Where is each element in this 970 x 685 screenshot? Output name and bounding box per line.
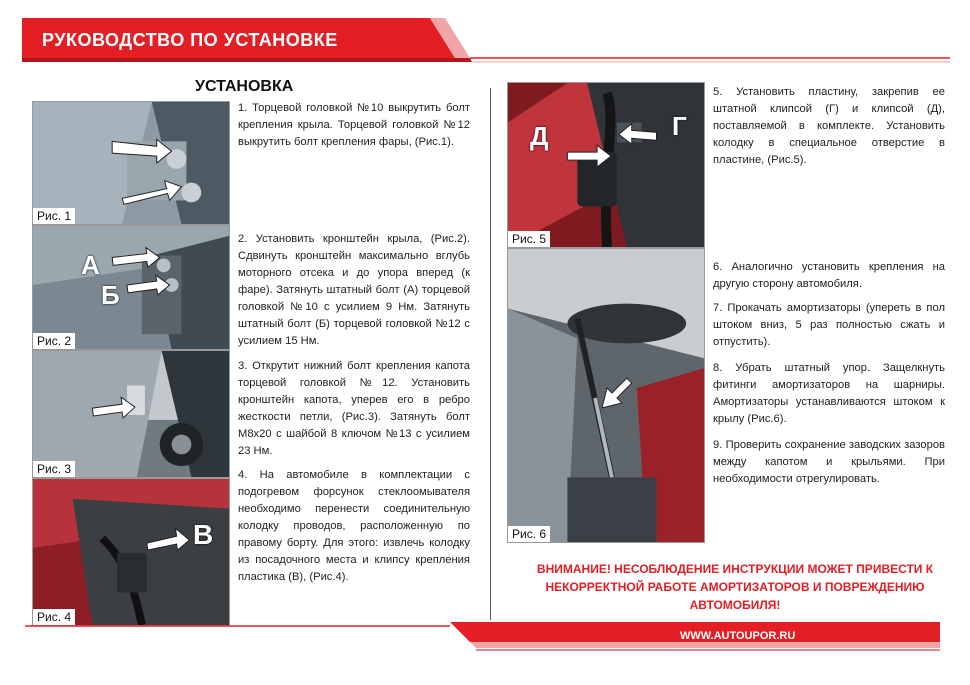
header-banner xyxy=(0,0,970,78)
section-title: УСТАНОВКА xyxy=(195,78,294,95)
figure-2-label: Рис. 2 xyxy=(33,333,75,349)
step-1-text: 1. Торцевой головкой №10 выкрутить болт крепления крыла. Торцевой головкой №12 выкрутить болт крепления фары, (Рис.1). xyxy=(238,102,470,148)
footer-website: WWW.AUTOUPOR.RU xyxy=(680,630,796,642)
figure-3-label: Рис. 3 xyxy=(33,461,75,477)
step-5-text: 5. Установить пластину, закрепив ее штатной клипсой (Г) и клипсой (Д), поставляемой в комплекте. Установить колодку в специальное отверстие в пластине, (Рис.5). xyxy=(713,86,945,166)
step-3-text: 3. Открутит нижний болт крепления капота торцевой головкой №12. Установить кронштейн капота, уперев его в ребро жесткости петли, (Рис.3). Затянуть болт М8х20 с шайбой 8 ключом №13 с усилием 23 Нм. xyxy=(238,360,470,457)
figure-5-letter-g: Г xyxy=(672,111,687,141)
column-divider xyxy=(490,88,491,620)
figure-5-photo xyxy=(507,82,705,248)
figure-2-letter-a: А xyxy=(81,250,100,280)
figure-1-photo xyxy=(32,101,230,225)
figure-4-letter: В xyxy=(193,519,214,550)
figure-4-label: Рис. 4 xyxy=(33,609,75,625)
figure-1-label: Рис. 1 xyxy=(33,208,75,224)
figure-5-label: Рис. 5 xyxy=(508,231,550,247)
footer-stripes xyxy=(0,620,970,685)
step-8-text: 8. Убрать штатный упор. Защелкнуть фитинги амортизаторов на шарниры. Амортизаторы устанавливаются штоком к крылу (Рис.6). xyxy=(713,362,945,425)
step-2-text: 2. Установить кронштейн крыла, (Рис.2). Сдвинуть кронштейн максимально вглубь моторного отсека и до упора вперед (к фаре). Затянуть штатный болт (А) торцевой головкой №10 с усилием 9 Нм. Затянуть штатный болт (Б) торцевой головкой №12 с усилием 15 Нм. xyxy=(238,233,470,347)
figure-6-label: Рис. 6 xyxy=(508,526,550,542)
figure-2-photo xyxy=(32,225,230,350)
page-title: РУКОВОДСТВО ПО УСТАНОВКЕ xyxy=(42,30,338,50)
step-9-text: 9. Проверить сохранение заводских зазоров между капотом и крыльями. При необходимости отрегулировать. xyxy=(713,439,945,485)
figure-3-photo xyxy=(32,350,230,478)
footer-banner xyxy=(0,620,970,685)
step-7-text: 7. Прокачать амортизаторы (упереть в пол штоком вниз, 5 раз полностью сжать и отпустить). xyxy=(713,302,945,348)
figure-6-photo xyxy=(507,248,705,543)
figure-4-photo xyxy=(32,478,230,626)
figure-5-letter-d: Д xyxy=(530,121,549,151)
step-6-text: 6. Аналогично установить крепления на другую сторону автомобиля. xyxy=(713,261,945,290)
figure-2-letter-b: Б xyxy=(101,280,120,310)
warning-notice: ВНИМАНИЕ! НЕСОБЛЮДЕНИЕ ИНСТРУКЦИИ МОЖЕТ ПРИВЕСТИ К НЕКОРРЕКТНОЙ РАБОТЕ АМОРТИЗАТОРОВ И ПОВРЕЖДЕНИЮ АВТОМОБИЛЯ! xyxy=(536,562,934,612)
step-4-text: 4. На автомобиле в комплектации с подогревом форсунок стеклоомывателя необходимо перенести соединительную колодку проводов, расположенную по правому борту. Для этого: извлечь колодку из посадочного места и клипсу крепления пластика (В), (Рис.4). xyxy=(238,469,470,583)
